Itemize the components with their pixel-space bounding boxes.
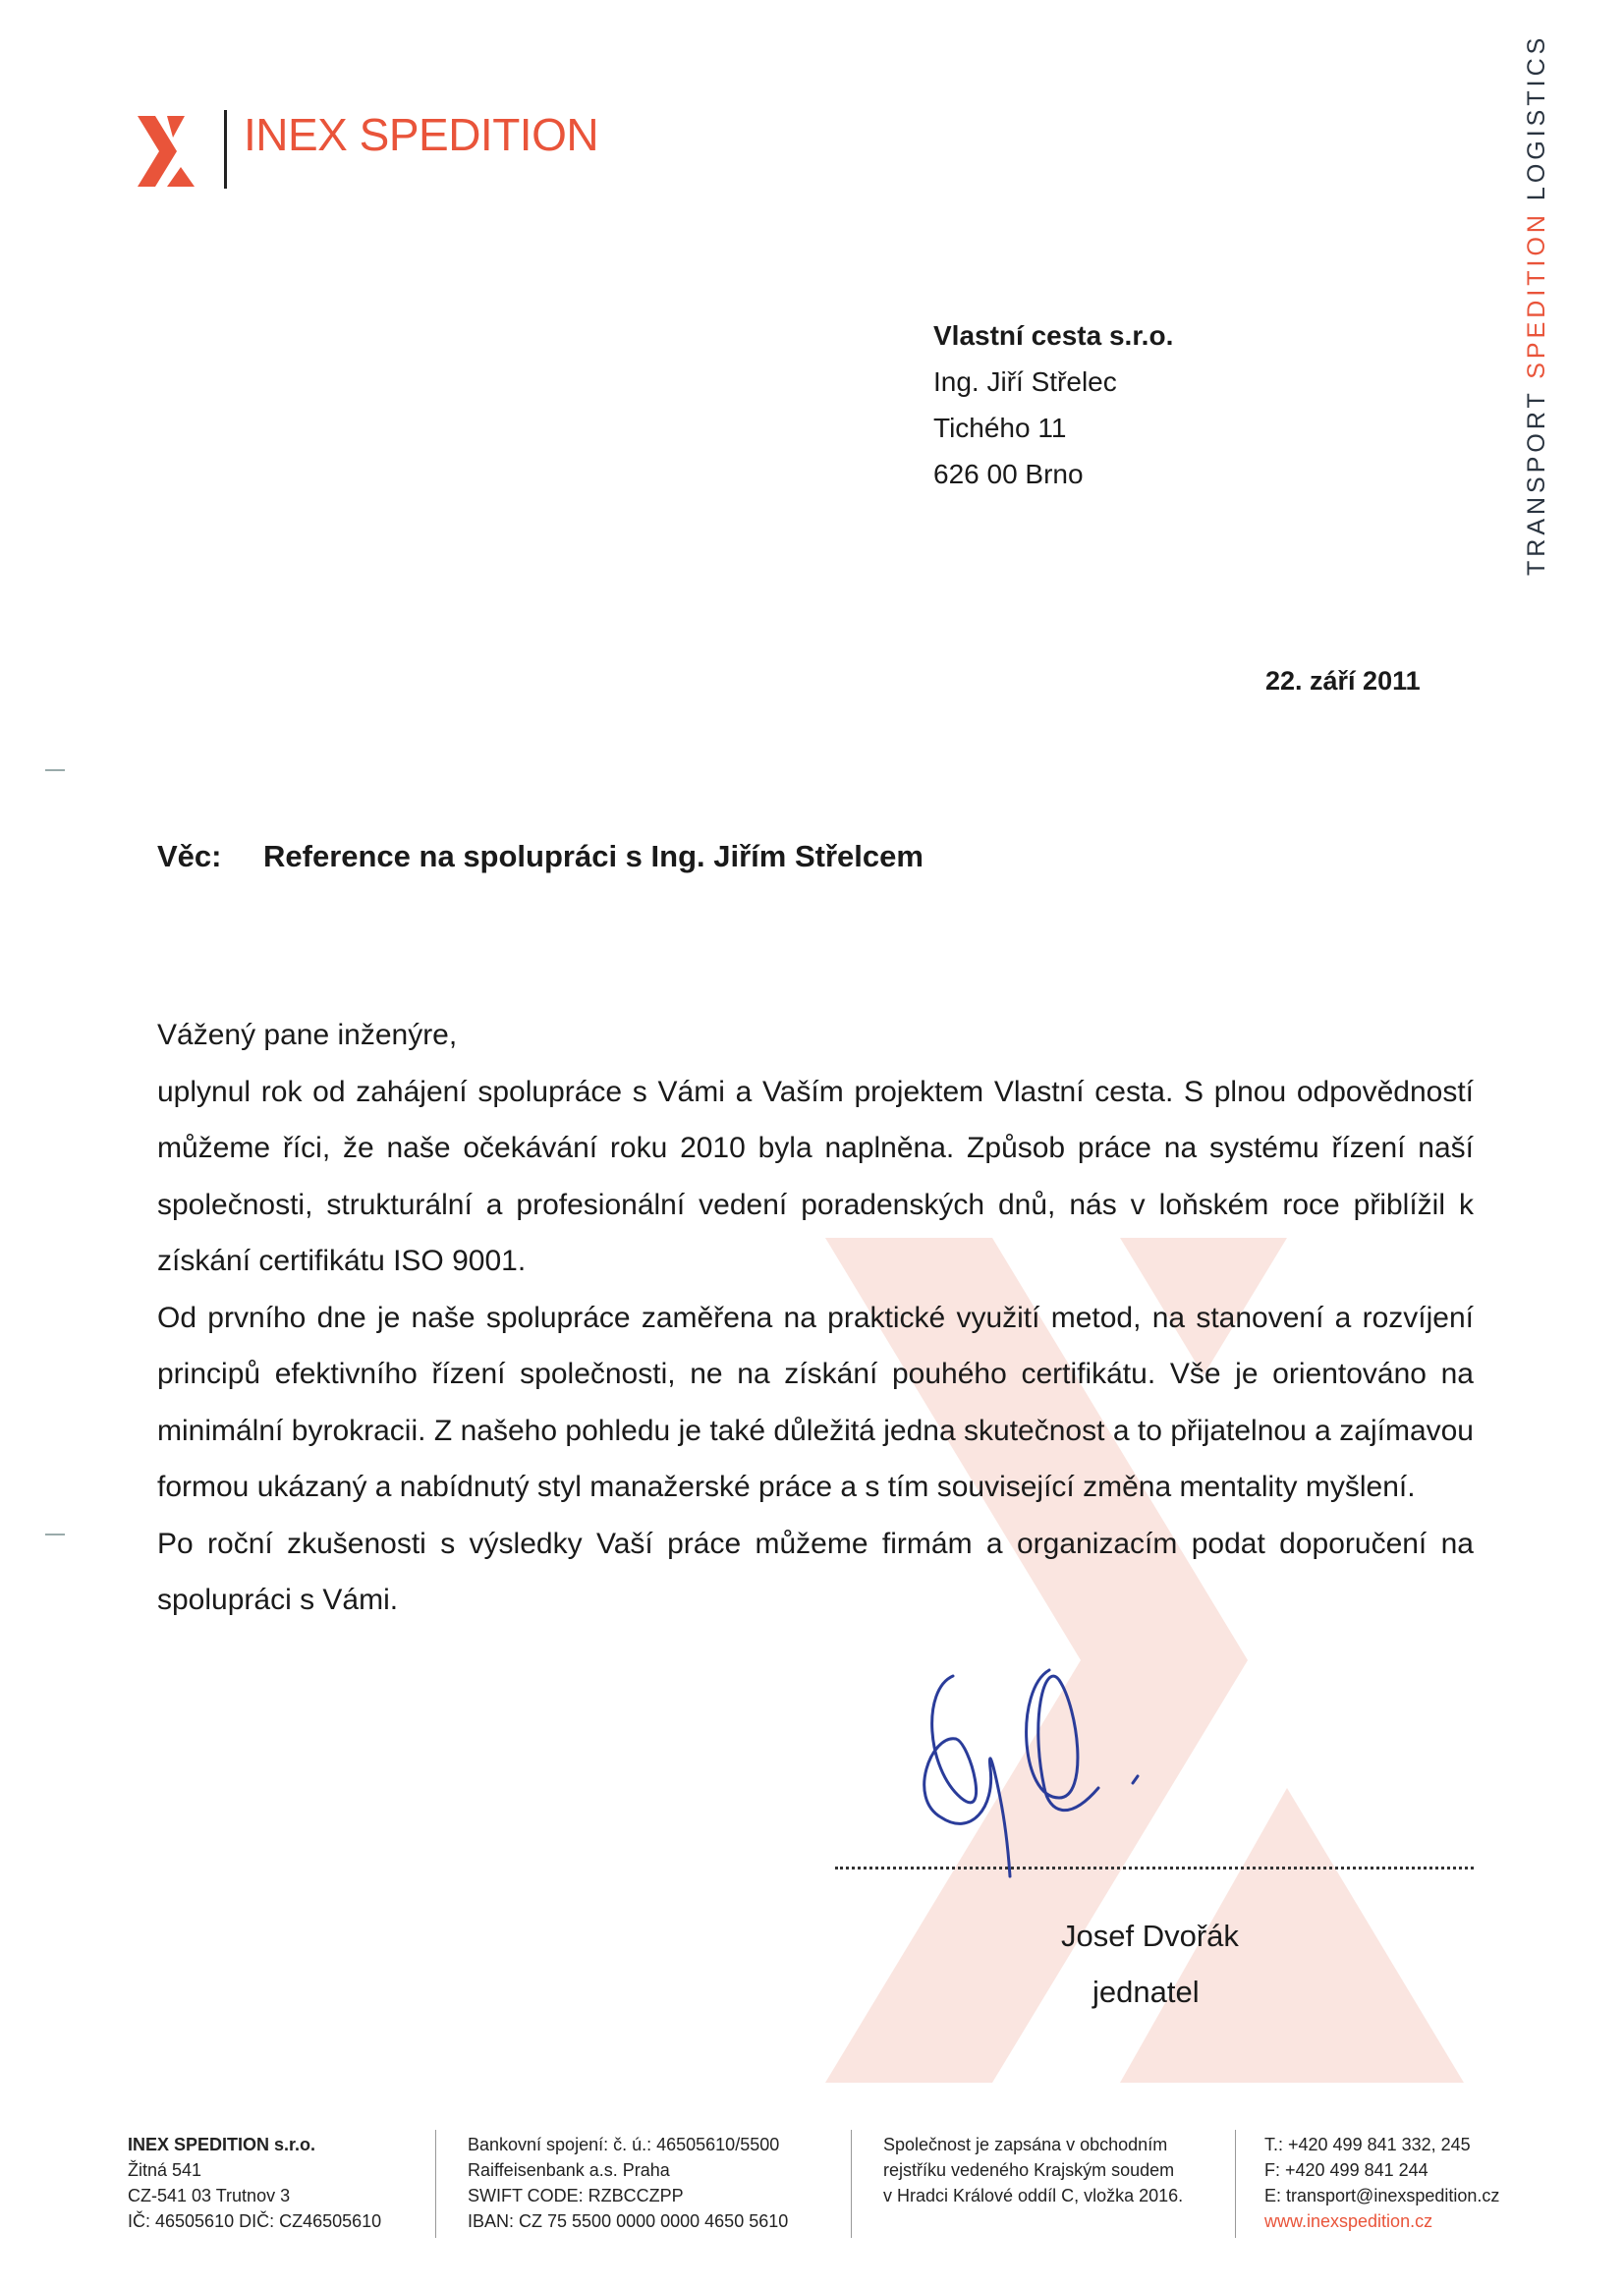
tagline-logistics: LOGISTICS (1523, 33, 1550, 201)
footer-divider (1235, 2130, 1236, 2238)
handwritten-signature (902, 1650, 1157, 1886)
footer-phone: T.: +420 499 841 332, 245 (1264, 2135, 1471, 2154)
footer-bank (468, 2132, 788, 2234)
footer-website-link[interactable]: www.inexspedition.cz (1264, 2211, 1433, 2231)
footer-registry (883, 2132, 1183, 2208)
recipient-city: 626 00 Brno (933, 459, 1084, 489)
margin-fold-mark (45, 1534, 65, 1535)
footer-company-name: INEX SPEDITION s.r.o. (128, 2135, 316, 2154)
signer-name: Josef Dvořák (1061, 1919, 1239, 1953)
footer-fax: F: +420 499 841 244 (1264, 2160, 1428, 2180)
tagline-transport: TRANSPORT (1523, 389, 1550, 576)
footer-email: E: transport@inexspedition.cz (1264, 2186, 1500, 2205)
footer-company-street: Žitná 541 (128, 2160, 202, 2180)
body-paragraph-3: Po roční zkušenosti s výsledky Vaší práce můžeme firmám a organizacím podat doporučení na spolupráci s Vámi. (157, 1527, 1474, 1616)
footer-bank-account: Bankovní spojení: č. ú.: 46505610/5500 (468, 2135, 780, 2154)
footer-bank-swift: SWIFT CODE: RZBCCZPP (468, 2186, 684, 2205)
footer-bank-name: Raiffeisenbank a.s. Praha (468, 2160, 670, 2180)
footer-company (128, 2132, 381, 2234)
recipient-address (933, 312, 1173, 497)
footer-registry-line-1: Společnost je zapsána v obchodním (883, 2135, 1168, 2154)
footer-registry-line-3: v Hradci Králové oddíl C, vložka 2016. (883, 2186, 1184, 2205)
logo-wordmark: INEX SPEDITION (244, 109, 599, 160)
recipient-street: Tichého 11 (933, 413, 1067, 443)
body-paragraph-1: uplynul rok od zahájení spolupráce s Vámi a Vaším projektem Vlastní cesta. S plnou odpovědností můžeme říci, že naše očekávání roku 2010 byla naplněna. Způsob práce na systému řízení naší společnosti, strukturální a profesionální vedení poradenských dnů, nás v loňském roce přiblížil k získání certifikátu ISO 9001. (157, 1075, 1474, 1277)
inex-logo-x-icon (138, 116, 208, 187)
margin-fold-mark (45, 769, 65, 771)
recipient-person: Ing. Jiří Střelec (933, 366, 1117, 397)
signer-role: jednatel (1092, 1975, 1200, 2009)
tagline-spedition: SPEDITION (1523, 211, 1550, 379)
footer-contact (1264, 2132, 1499, 2234)
footer-bank-iban: IBAN: CZ 75 5500 0000 0000 4650 5610 (468, 2211, 789, 2231)
footer-company-city: CZ-541 03 Trutnov 3 (128, 2186, 291, 2205)
footer-divider (851, 2130, 852, 2238)
footer-divider (435, 2130, 436, 2238)
subject-text: Reference na spolupráci s Ing. Jiřím Střelcem (263, 839, 924, 873)
footer-company-ids: IČ: 46505610 DIČ: CZ46505610 (128, 2211, 382, 2231)
vertical-tagline (1519, 33, 1554, 576)
recipient-company: Vlastní cesta s.r.o. (933, 320, 1174, 351)
letter-body (157, 1007, 1474, 1629)
logo-divider (224, 110, 227, 189)
letter-date: 22. září 2011 (1265, 666, 1421, 696)
signature-line (835, 1867, 1474, 1869)
footer-registry-line-2: rejstříku vedeného Krajským soudem (883, 2160, 1175, 2180)
greeting: Vážený pane inženýre, (157, 1019, 458, 1051)
body-paragraph-2: Od prvního dne je naše spolupráce zaměřena na praktické využití metod, na stanovení a rozvíjení principů efektivního řízení společnosti, ne na získání pouhého certifikátu. Vše je orientováno na minimální byrokracii. Z našeho pohledu je také důležitá jedna skutečnost a to přijatelnou a zajímavou formou ukázaný a nabídnutý styl manažerské práce a s tím související změna mentality myšlení. (157, 1301, 1474, 1503)
subject-label: Věc: (157, 839, 222, 873)
